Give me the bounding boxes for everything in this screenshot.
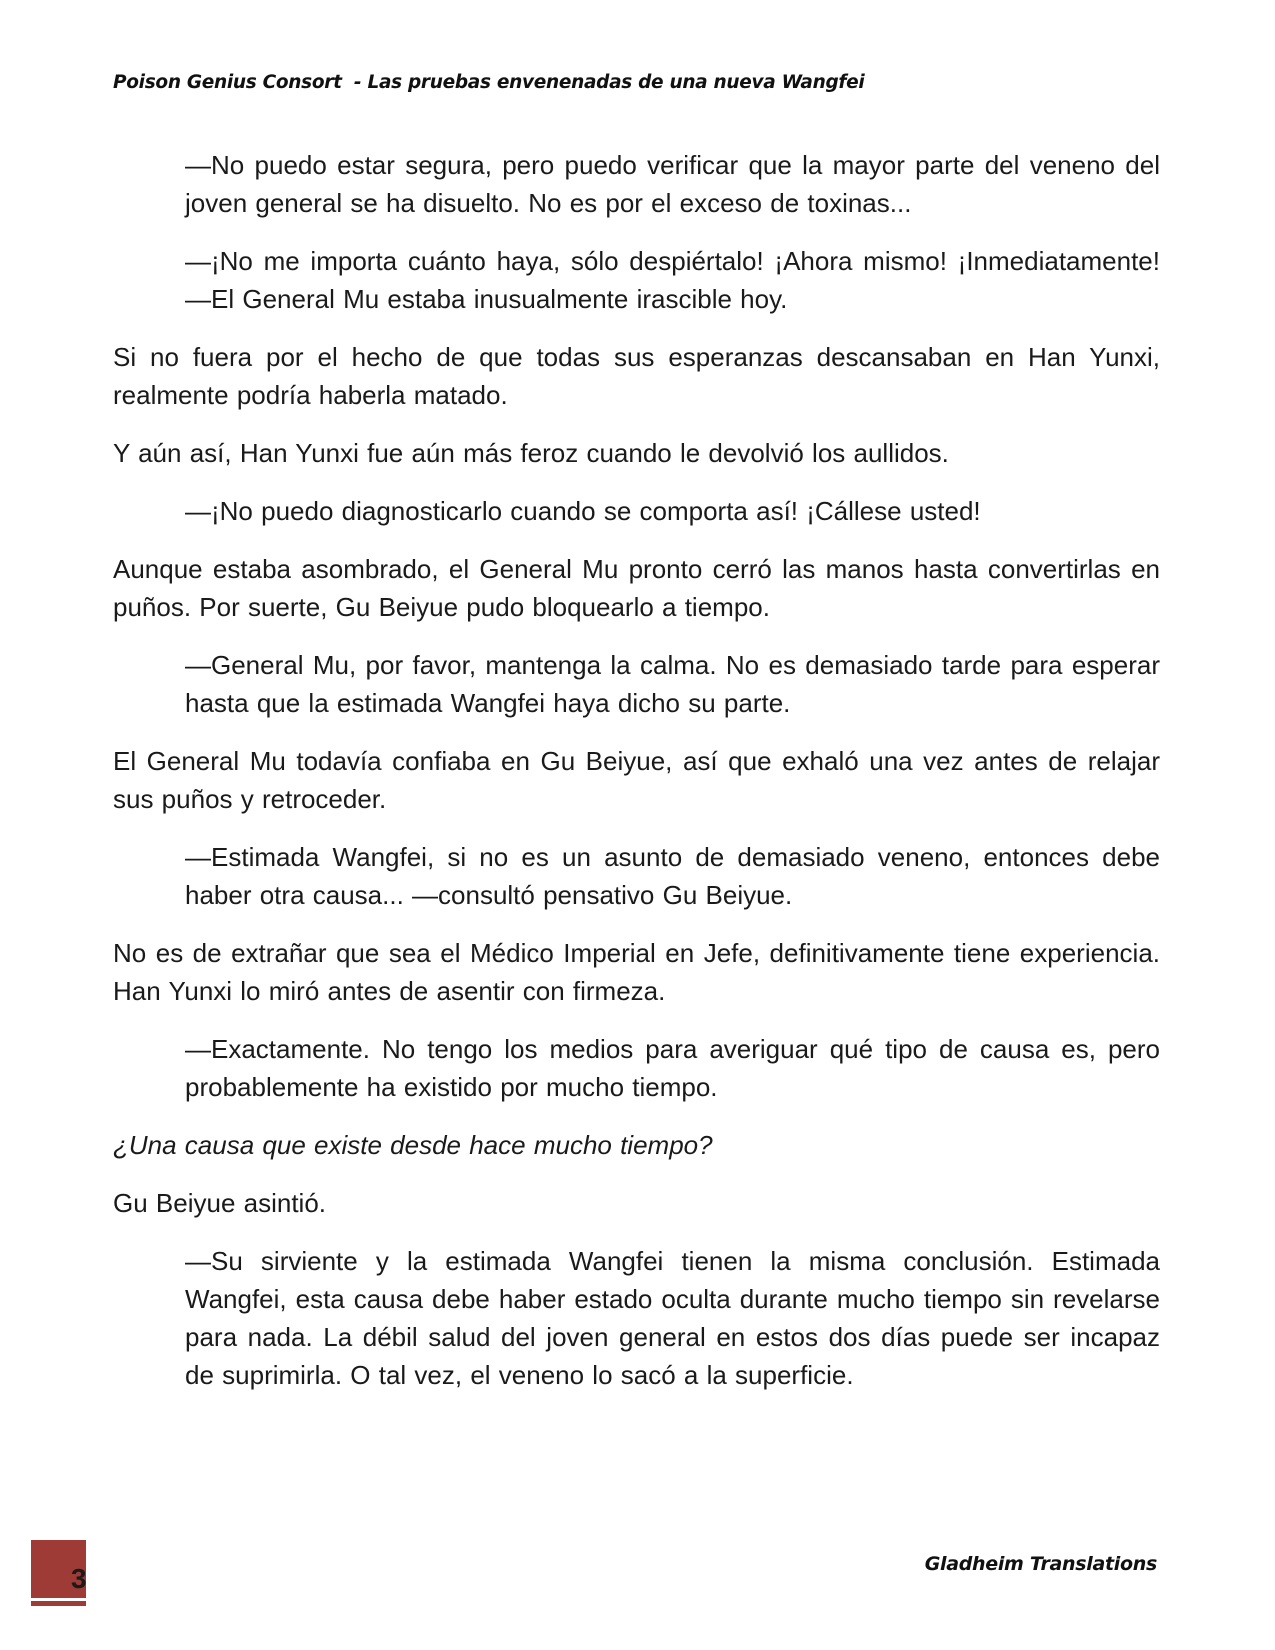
page-number-underline xyxy=(31,1598,86,1601)
paragraph-thought: ¿Una causa que existe desde hace mucho tiempo? xyxy=(113,1130,713,1160)
paragraph-dialogue: —¡No puedo diagnosticarlo cuando se comporta así! ¡Cállese usted! xyxy=(185,496,981,526)
paragraph-narration: Y aún así, Han Yunxi fue aún más feroz cuando le devolvió los aullidos. xyxy=(113,438,949,468)
running-header: Poison Genius Consort - Las pruebas envenenadas de una nueva Wangfei xyxy=(113,72,865,93)
paragraph-narration: Si no fuera por el hecho de que todas sus esperanzas descansaban en Han Yunxi, realmente podría haberla matado. xyxy=(113,342,1160,410)
paragraph-dialogue: —¡No me importa cuánto haya, sólo despiértalo! ¡Ahora mismo! ¡Inmediatamente! —El General Mu estaba inusualmente irascible hoy. xyxy=(185,246,1160,314)
paragraph-dialogue: —Su sirviente y la estimada Wangfei tienen la misma conclusión. Estimada Wangfei, esta causa debe haber estado oculta durante mucho tiempo sin revelarse para nada. La débil salud del joven general en estos dos días puede ser incapaz de suprimirla. O tal vez, el veneno lo sacó a la superficie. xyxy=(185,1246,1160,1390)
paragraph-dialogue: —Estimada Wangfei, si no es un asunto de demasiado veneno, entonces debe haber otra causa... —consultó pensativo Gu Beiyue. xyxy=(185,842,1160,910)
page-number: 3 xyxy=(71,1563,87,1594)
paragraph-narration: Gu Beiyue asintió. xyxy=(113,1188,327,1218)
paragraph-dialogue: —No puedo estar segura, pero puedo verificar que la mayor parte del veneno del joven general se ha disuelto. No es por el exceso de toxinas... xyxy=(185,150,1160,218)
footer-credit: Gladheim Translations xyxy=(924,1553,1157,1575)
page-body xyxy=(113,146,1160,1394)
paragraph-narration: El General Mu todavía confiaba en Gu Beiyue, así que exhaló una vez antes de relajar sus puños y retroceder. xyxy=(113,746,1160,814)
paragraph-dialogue: —Exactamente. No tengo los medios para averiguar qué tipo de causa es, pero probablemente ha existido por mucho tiempo. xyxy=(185,1034,1160,1102)
paragraph-dialogue: —General Mu, por favor, mantenga la calma. No es demasiado tarde para esperar hasta que la estimada Wangfei haya dicho su parte. xyxy=(185,650,1160,718)
paragraph-narration: No es de extrañar que sea el Médico Imperial en Jefe, definitivamente tiene experiencia. Han Yunxi lo miró antes de asentir con firmeza. xyxy=(113,938,1160,1006)
paragraph-narration: Aunque estaba asombrado, el General Mu pronto cerró las manos hasta convertirlas en puños. Por suerte, Gu Beiyue pudo bloquearlo a tiempo. xyxy=(113,554,1160,622)
